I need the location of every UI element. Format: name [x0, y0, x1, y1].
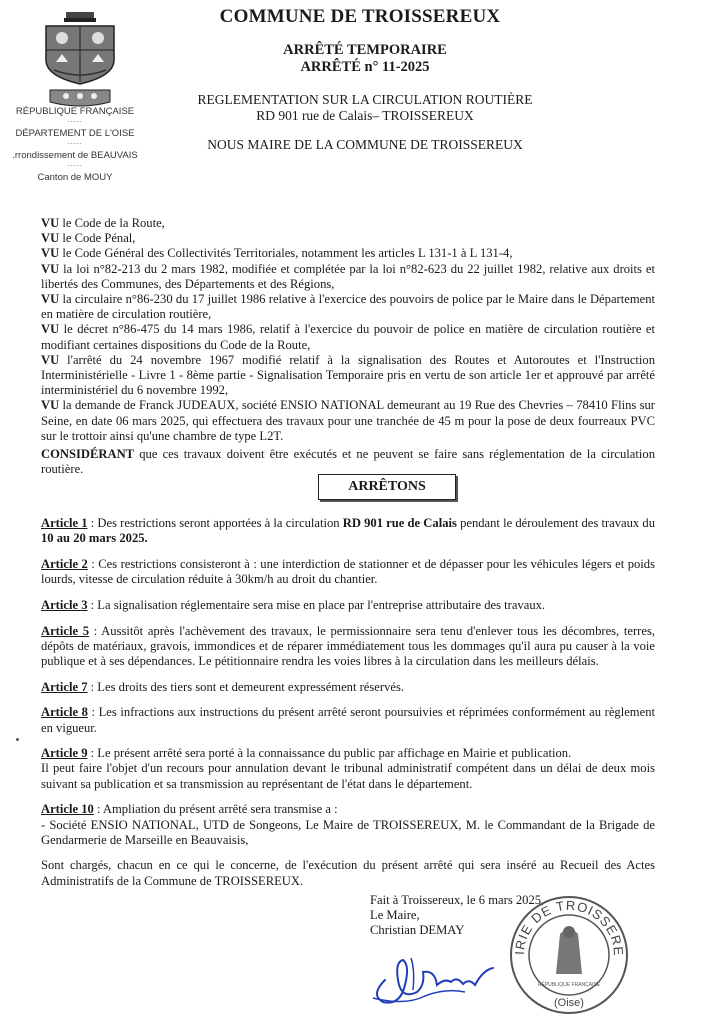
departement-label: DÉPARTEMENT DE L'OISE [15, 128, 135, 139]
visa-item: VU la circulaire n°86-230 du 17 juillet 1986 relative à l'exercice des pouvoirs de police par le Maire dans le Département en matière de circulation routière, [41, 292, 655, 322]
separator: ----- [67, 141, 83, 147]
svg-text:RÉPUBLIQUE FRANÇAISE: RÉPUBLIQUE FRANÇAISE [537, 982, 601, 988]
republique-label: RÉPUBLIQUE FRANÇAISE [15, 106, 135, 117]
arrete-number: ARRÊTÉ n° 11-2025 [300, 59, 430, 75]
subject-line-1: REGLEMENTATION SUR LA CIRCULATION ROUTIÈRE [197, 92, 533, 107]
visa-item: VU le Code Général des Collectivités Territoriales, notamment les articles L 131-1 à L 131-4, [41, 246, 513, 261]
visa-item: VU le Code de la Route, [41, 216, 165, 230]
arretons-heading: ARRÊTONS [318, 474, 456, 500]
visa-item: VU le décret n°86-475 du 14 mars 1986, relatif à l'exercice du pouvoir de police en matière de circulation routière et modifiant certaines dispositions du Code de la Route, [41, 322, 655, 352]
article-1: Article 1 : Des restrictions seront apportées à la circulation RD 901 rue de Calais pendant le déroulement des travaux du 10 au 20 mars 2025. [41, 516, 655, 546]
visa-item: VU la loi n°82-213 du 2 mars 1982, modifiée et complétée par la loi n°82-623 du 22 juillet 1982, relative aux droits et libertés des Communes, des Départements et des Régions, [41, 261, 655, 291]
arrete-subject [150, 92, 580, 124]
article-9: Article 9 : Le présent arrêté sera porté à la connaissance du public par affichage en Mairie et publication. Il peut faire l'objet d'un recours pour annulation devant le tribunal administratif compétent dans un délai de deux mois suivant sa publication et sa transmission au représentant de l'état dans le département. [41, 746, 655, 791]
administrative-block [0, 105, 150, 184]
visa-item: VU l'arrêté du 24 novembre 1967 modifié relatif à la signalisation des Routes et Autoroutes et l'Instruction Interministérielle - Livre 1 - 8ème partie - Signalisation Temporaire pris en vertu de son article 1er et approuvé par arrêté interministériel du 6 novembre 1992, [41, 352, 655, 398]
svg-text:(Oise): (Oise) [554, 997, 584, 1009]
article-3: Article 3 : La signalisation réglementaire sera mise en place par l'entreprise attributaire des travaux. [41, 597, 546, 612]
place-date: Fait à Troissereux, le 6 mars 2025, [370, 893, 545, 907]
closing-paragraph: Sont chargés, chacun en ce qui le concerne, de l'exécution du présent arrêté qui sera inséré au Recueil des Actes Administratifs de la Commune de TROISSEREUX. [41, 858, 655, 888]
canton-label: Canton de MOUY [37, 172, 113, 183]
commune-title: COMMUNE DE TROISSEREUX [219, 6, 501, 27]
article-7: Article 7 : Les droits des tiers sont et demeurent expressément réservés. [41, 679, 405, 694]
articles-list [41, 516, 655, 899]
svg-text:MAIRIE DE TROISSEREUX: IRIE DE TROISSERE [511, 897, 627, 957]
visa-item: VU le Code Pénal, [41, 231, 136, 246]
subject-line-2: RD 901 rue de Calais– TROISSEREUX [256, 108, 474, 123]
article-2: Article 2 : Ces restrictions consisteront à : une interdiction de stationner et de dépasser pour les véhicules légers et poids lourds, vitesse de circulation réduite à 30km/h au droit du chantier. [41, 556, 655, 587]
article-10: Article 10 : Ampliation du présent arrêté sera transmise a : - Société ENSIO NATIONAL, UTD de Songeons, Le Maire de TROISSEREUX, M. le Commandant de la Brigade de Gendarmerie de Marseille en Beauvaisis, [41, 802, 655, 847]
arrondissement-label: .rrondissement de BEAUVAIS [12, 150, 138, 161]
visa-item: VU la demande de Franck JUDEAUX, société ENSIO NATIONAL demeurant au 19 Rue des Chevries – 78410 Flins sur Seine, en date 06 mars 2025, qui effectuera des travaux pour une tranchée de 45 m pour la pose de deux fourreaux PVC sur le trottoir ainsi qu'une chambre de type L2T. [41, 398, 655, 443]
separator: ----- [67, 119, 83, 125]
handwritten-signature [365, 940, 510, 1010]
considerant-paragraph: CONSIDÉRANT que ces travaux doivent être exécutés et ne peuvent se faire sans réglementation de la circulation routière. [41, 447, 655, 477]
signatory-name: Christian DEMAY [370, 923, 465, 937]
coat-of-arms-logo [40, 10, 120, 110]
maire-line: NOUS MAIRE DE LA COMMUNE DE TROISSEREUX [207, 137, 523, 152]
official-stamp [508, 894, 630, 1016]
article-8: Article 8 : Les infractions aux instructions du présent arrêté seront poursuivies et réprimées conformément au règlement en vigueur. [41, 705, 655, 735]
scan-speck [16, 738, 19, 741]
visas-list [41, 216, 655, 444]
separator: ----- [67, 163, 83, 169]
arrete-title: ARRÊTÉ TEMPORAIRE [283, 42, 447, 58]
signatory-role: Le Maire, [370, 908, 420, 922]
article-5: Article 5 : Aussitôt après l'achèvement des travaux, le permissionnaire sera tenu d'enlever tous les décombres, terres, dépôts de matériaux, gravois, immondices et de réparer immédiatement tous les dommages qu'il aura pu causer à la voie publique et à ses dépendances. Le pétitionnaire rendra les voies libres à la circulation dans les meilleurs délais. [41, 623, 655, 668]
arrete-heading [230, 42, 500, 76]
